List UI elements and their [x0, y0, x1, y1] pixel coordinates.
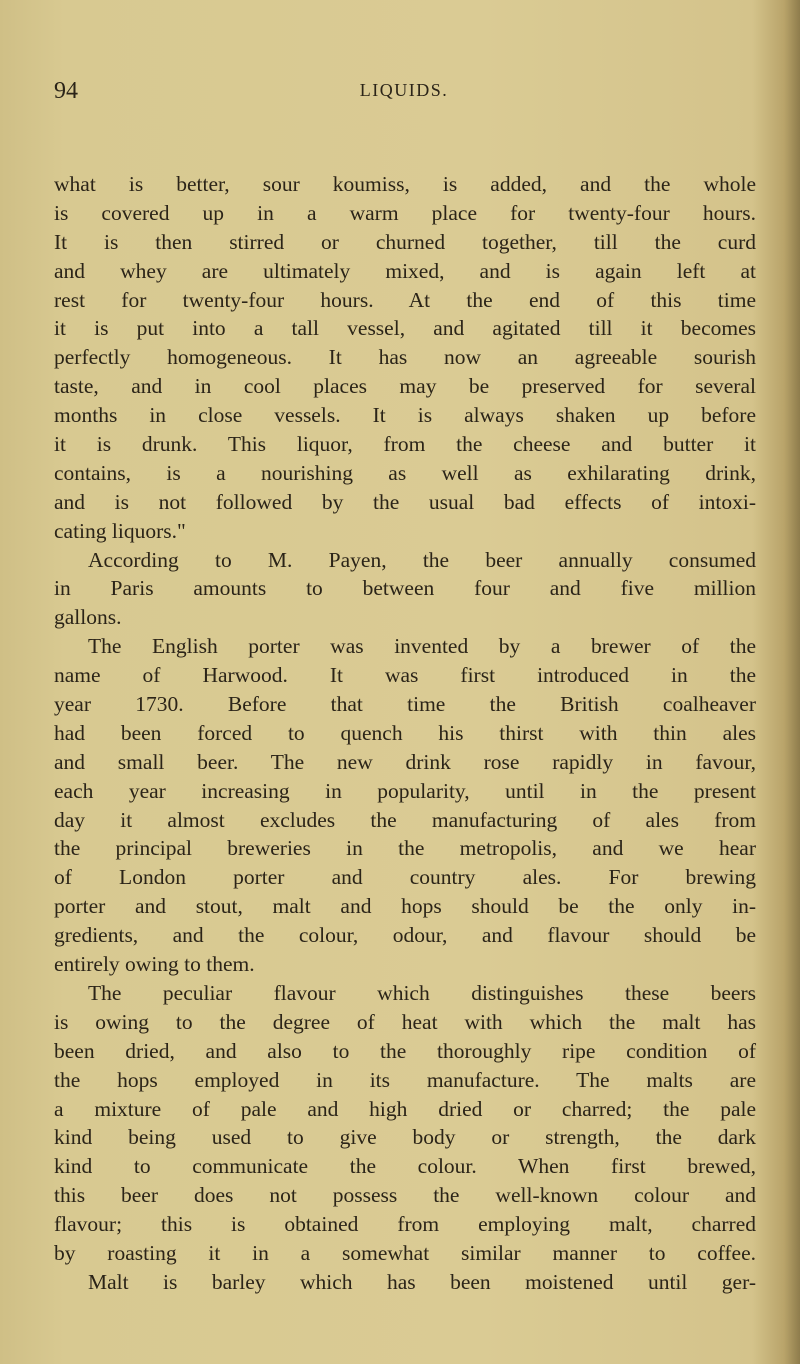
- text-line: Malt is barley which has been moistened until ger-: [88, 1269, 756, 1294]
- text-line: porter and stout, malt and hops should be the only in-: [54, 894, 756, 919]
- page-header: [54, 78, 754, 108]
- text-line: it is put into a tall vessel, and agitated till it becomes: [54, 316, 756, 341]
- text-line: year 1730. Before that time the British coalheaver: [54, 692, 756, 717]
- text-line: The English porter was invented by a brewer of the: [88, 634, 756, 659]
- text-line: the principal breweries in the metropolis, and we hear: [54, 836, 756, 861]
- text-line: entirely owing to them.: [54, 952, 255, 977]
- page-number: 94: [54, 78, 78, 104]
- text-line: had been forced to quench his thirst with thin ales: [54, 720, 756, 745]
- body-text: [54, 170, 756, 1297]
- text-line: perfectly homogeneous. It has now an agreeable sourish: [54, 345, 756, 370]
- text-line: what is better, sour koumiss, is added, and the whole: [54, 172, 756, 196]
- running-title: LIQUIDS.: [359, 80, 449, 100]
- text-line: each year increasing in popularity, until in the present: [54, 778, 756, 803]
- text-line: flavour; this is obtained from employing malt, charred: [54, 1212, 756, 1237]
- text-line: this beer does not possess the well-known colour and: [54, 1183, 756, 1208]
- text-line: been dried, and also to the thoroughly ripe condition of: [54, 1038, 756, 1063]
- text-line: kind being used to give body or strength, the dark: [54, 1125, 756, 1150]
- text-line: a mixture of pale and high dried or charred; the pale: [54, 1096, 756, 1121]
- text-line: contains, is a nourishing as well as exhilarating drink,: [54, 460, 756, 485]
- text-line: It is then stirred or churned together, till the curd: [54, 229, 756, 254]
- text-line: is covered up in a warm place for twenty-four hours.: [54, 200, 756, 225]
- text-line: kind to communicate the colour. When first brewed,: [54, 1154, 756, 1179]
- text-line: day it almost excludes the manufacturing of ales from: [54, 807, 756, 832]
- text-line: gredients, and the colour, odour, and flavour should be: [54, 923, 756, 948]
- text-line: and whey are ultimately mixed, and is again left at: [54, 258, 756, 283]
- text-line: gallons.: [54, 605, 122, 630]
- text-line: According to M. Payen, the beer annually consumed: [88, 547, 756, 572]
- text-line: name of Harwood. It was first introduced in the: [54, 663, 756, 688]
- text-line: cating liquors.": [54, 518, 186, 543]
- text-line: The peculiar flavour which distinguishes these beers: [88, 980, 756, 1005]
- text-line: the hops employed in its manufacture. The malts are: [54, 1067, 756, 1092]
- text-line: and is not followed by the usual bad effects of intoxi-: [54, 489, 756, 514]
- text-line: taste, and in cool places may be preserved for several: [54, 374, 756, 399]
- text-line: months in close vessels. It is always shaken up before: [54, 403, 756, 428]
- text-line: by roasting it in a somewhat similar manner to coffee.: [54, 1240, 756, 1265]
- text-line: of London porter and country ales. For brewing: [54, 865, 756, 890]
- text-line: it is drunk. This liquor, from the cheese and butter it: [54, 432, 756, 457]
- text-line: and small beer. The new drink rose rapidly in favour,: [54, 749, 756, 774]
- text-line: is owing to the degree of heat with which the malt has: [54, 1009, 756, 1034]
- text-line: in Paris amounts to between four and five million: [54, 576, 756, 601]
- text-line: rest for twenty-four hours. At the end of this time: [54, 287, 756, 312]
